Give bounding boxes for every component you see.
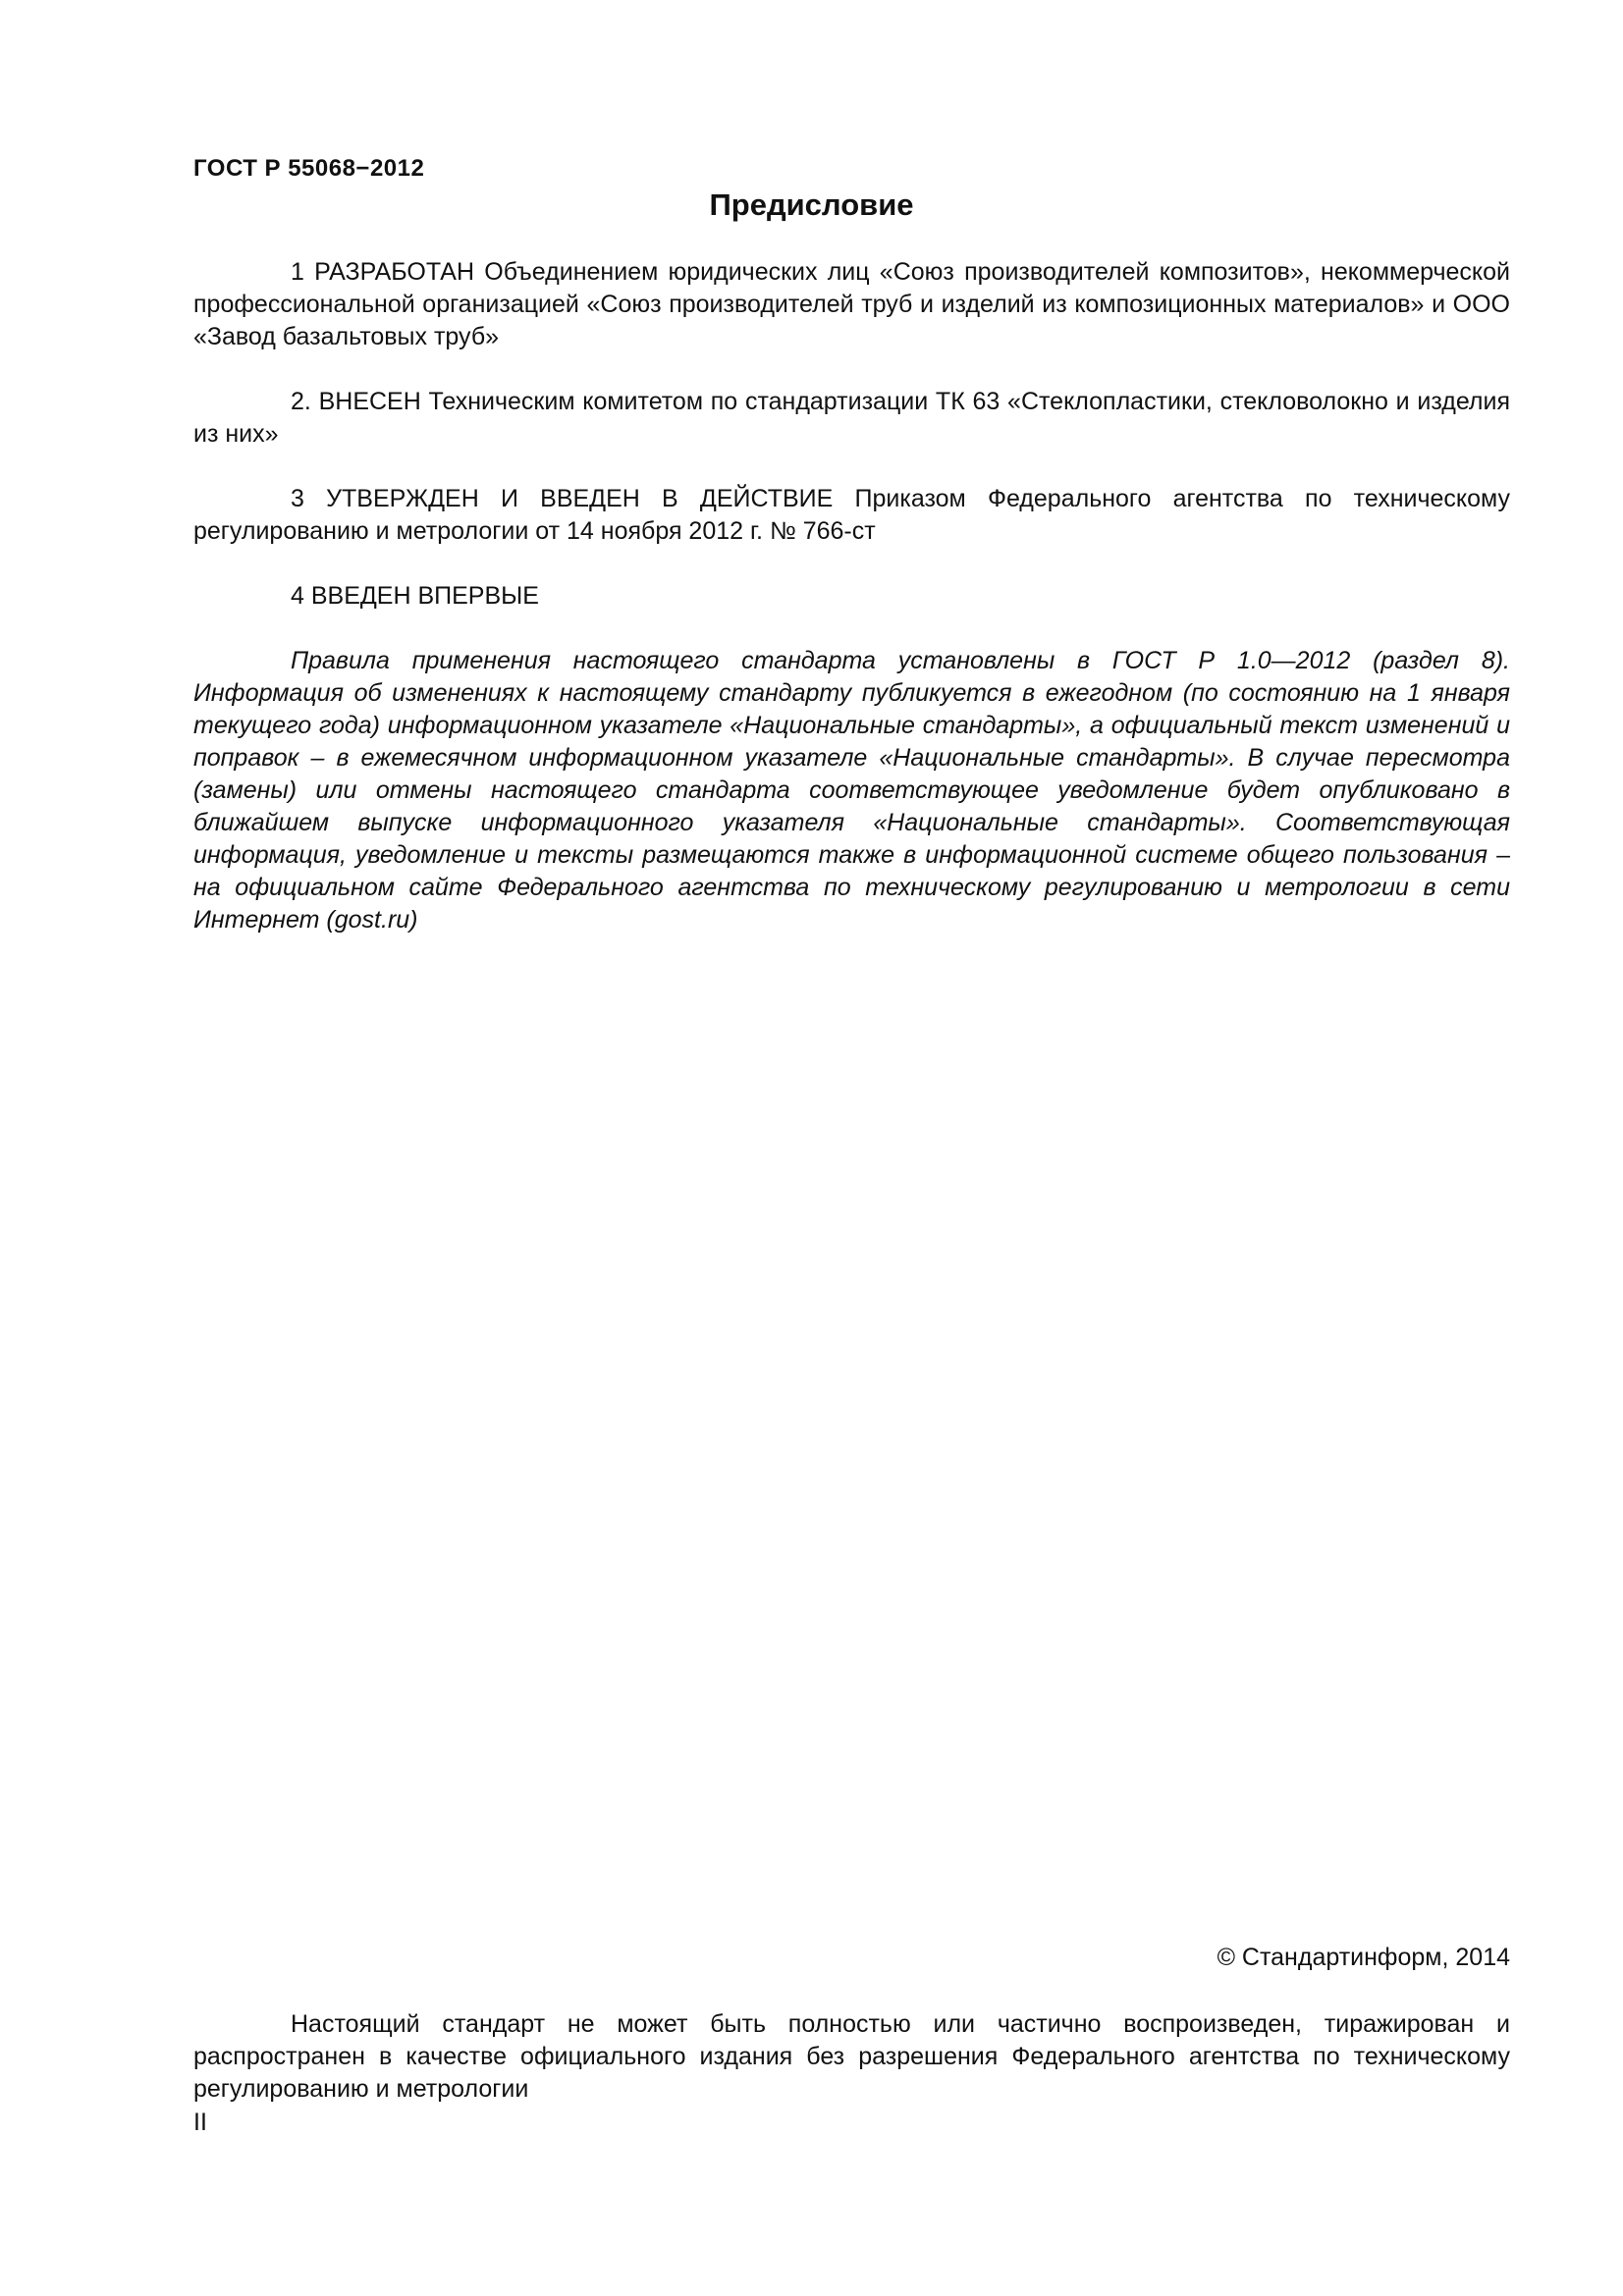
- paragraph-gap: [193, 613, 1510, 645]
- paragraph-gap: [193, 353, 1510, 386]
- paragraph-approved: 3 УТВЕРЖДЕН И ВВЕДЕН В ДЕЙСТВИЕ Приказом Федерального агентства по техническому регулированию и метрологии от 14 ноября 2012 г. № 766-ст: [193, 485, 1510, 545]
- paragraph-gap: [193, 548, 1510, 580]
- paragraph-gap: [193, 451, 1510, 483]
- paragraph-first-introduced: 4 ВВЕДЕН ВПЕРВЫЕ: [291, 582, 539, 610]
- paragraph-developed: 1 РАЗРАБОТАН Объединением юридических лиц «Союз производителей композитов», некоммерческой профессиональной организацией «Союз производителей труб и изделий из композиционных материалов» и ООО «Завод базальтовых труб»: [193, 258, 1510, 350]
- page-title: Предисловие: [709, 187, 914, 222]
- reproduction-notice: Настоящий стандарт не может быть полностью или частично воспроизведен, тиражирован и распространен в качестве официального издания без разрешения Федерального агентства по техническому регулированию и метрологии: [193, 2010, 1510, 2103]
- copyright-line: © Стандартинформ, 2014: [1217, 1944, 1510, 1971]
- paragraph-introduced: 2. ВНЕСЕН Техническим комитетом по стандартизации ТК 63 «Стеклопластики, стекловолокно и изделия из них»: [193, 388, 1510, 448]
- rules-note: Правила применения настоящего стандарта установлены в ГОСТ Р 1.0—2012 (раздел 8). Информация об изменениях к настоящему стандарту публикуется в ежегодном (по состоянию на 1 января текущего года) информационном указателе «Национальные стандарты», а официальный текст изменений и поправок – в ежемесячном информационном указателе «Национальные стандарты». В случае пересмотра (замены) или отмены настоящего стандарта соответствующее уведомление будет опубликовано в ближайшем выпуске информационного указателя «Национальные стандарты». Соответствующая информация, уведомление и тексты размещаются также в информационной системе общего пользования – на официальном сайте Федерального агентства по техническому регулированию и метрологии в сети Интернет (gost.ru): [193, 647, 1510, 934]
- page-number: II: [193, 2109, 207, 2136]
- standard-code: ГОСТ Р 55068−2012: [193, 155, 425, 182]
- preface-body: [193, 256, 1510, 936]
